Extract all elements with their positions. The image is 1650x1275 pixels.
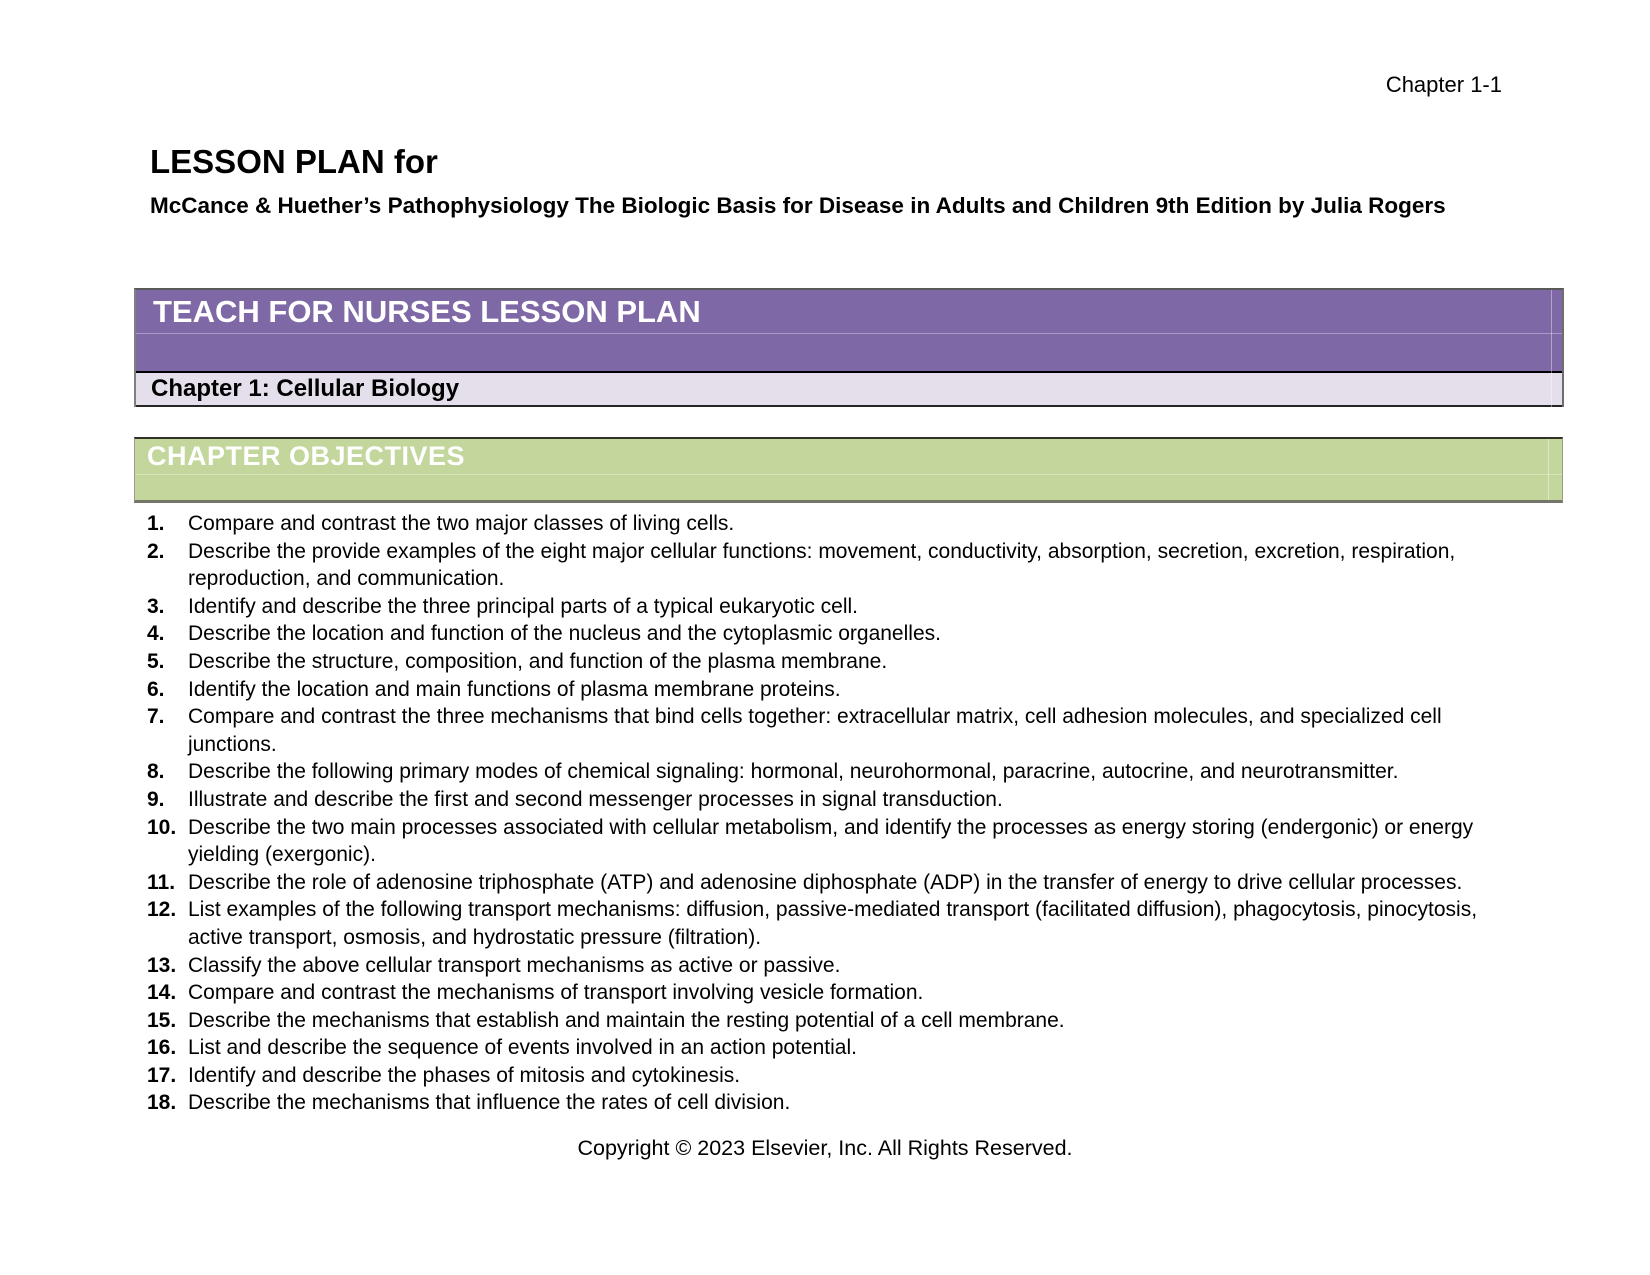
objective-item [147,510,1505,538]
objective-item [147,952,1505,980]
objective-text: Describe the mechanisms that establish and maintain the resting potential of a cell membrane. [188,1008,1065,1032]
objective-text: Describe the role of adenosine triphosphate (ATP) and adenosine diphosphate (ADP) in the transfer of energy to drive cellular processes. [188,870,1463,894]
objective-item [147,979,1505,1007]
objectives-heading-row [135,439,1562,475]
objective-text: List examples of the following transport mechanisms: diffusion, passive-mediated transport (facilitated diffusion), phagocytosis, pinocytosis, active transport, osmosis, and hydrostatic pressure (filtration). [188,898,1478,949]
objective-number: 7. [147,705,165,729]
objective-item [147,538,1505,593]
objective-text: Compare and contrast the two major classes of living cells. [188,512,735,535]
chapter-title-row [136,371,1562,407]
objective-number: 9. [147,787,165,811]
objective-text: Describe the mechanisms that influence the rates of cell division. [188,1091,791,1115]
objective-item [147,814,1505,869]
objective-number: 8. [147,760,165,784]
page-header-chapter-label: Chapter 1-1 [1385,72,1502,97]
objective-text: Identify and describe the phases of mitosis and cytokinesis. [188,1063,741,1087]
objective-number: 14. [147,981,177,1005]
objective-text: Identify and describe the three principal parts of a typical eukaryotic cell. [188,594,859,618]
objective-item [147,648,1505,676]
objective-item [147,869,1505,897]
objective-number: 1. [147,512,165,535]
objective-item [147,1089,1505,1117]
objective-number: 12. [147,898,177,922]
copyright-footer: Copyright © 2023 Elsevier, Inc. All Rights Reserved. [577,1136,1073,1160]
chapter-objectives-banner [134,437,1563,503]
banner-title-text: TEACH FOR NURSES LESSON PLAN [153,293,701,329]
objective-number: 5. [147,649,165,673]
objective-number: 3. [147,594,165,618]
objective-text: List and describe the sequence of events involved in an action potential. [188,1036,857,1060]
objective-item [147,1007,1505,1035]
objective-item [147,758,1505,786]
objective-item [147,896,1505,951]
objectives-list [147,510,1505,1117]
objective-number: 13. [147,953,177,977]
objective-item [147,593,1505,621]
objective-item [147,703,1505,758]
objective-number: 2. [147,539,165,563]
teach-for-nurses-banner [134,288,1564,407]
book-subtitle: McCance & Huether’s Pathophysiology The Biologic Basis for Disease in Adults and Children 9th Edition by Julia Rogers [150,193,1446,218]
objective-number: 15. [147,1008,177,1032]
objective-number: 10. [147,815,177,839]
objective-number: 4. [147,622,165,646]
objective-number: 18. [147,1091,177,1115]
objective-item [147,786,1505,814]
objective-text: Illustrate and describe the first and second messenger processes in signal transduction. [188,787,1003,811]
objective-item [147,620,1505,648]
objective-text: Identify the location and main functions of plasma membrane proteins. [188,677,841,701]
objective-item [147,1062,1505,1090]
objective-text: Classify the above cellular transport mechanisms as active or passive. [188,953,841,977]
banner-empty-row [136,334,1562,371]
objectives-heading-text: CHAPTER OBJECTIVES [147,441,466,471]
objective-number: 16. [147,1036,177,1060]
chapter-title-text: Chapter 1: Cellular Biology [151,375,460,402]
objective-item [147,1034,1505,1062]
objective-text: Describe the two main processes associated with cellular metabolism, and identify the processes as energy storing (endergonic) or energy yielding (exergonic). [188,815,1474,867]
objective-number: 17. [147,1063,177,1087]
banner-title-row [136,290,1562,334]
objective-text: Compare and contrast the mechanisms of transport involving vesicle formation. [188,981,924,1005]
objective-text: Describe the following primary modes of chemical signaling: hormonal, neurohormonal, paracrine, autocrine, and neurotransmitter. [188,760,1399,784]
objective-number: 6. [147,677,165,701]
objective-text: Describe the location and function of the nucleus and the cytoplasmic organelles. [188,622,941,646]
objective-text: Compare and contrast the three mechanisms that bind cells together: extracellular matrix, cell adhesion molecules, and specialized cell junctions. [188,705,1442,756]
objective-text: Describe the structure, composition, and function of the plasma membrane. [188,649,888,673]
objectives-empty-row [135,475,1562,500]
objective-item [147,676,1505,704]
objective-number: 11. [147,870,176,894]
objective-text: Describe the provide examples of the eight major cellular functions: movement, conductivity, absorption, secretion, excretion, respiration, reproduction, and communication. [188,539,1456,591]
lesson-plan-title: LESSON PLAN for [150,143,438,180]
